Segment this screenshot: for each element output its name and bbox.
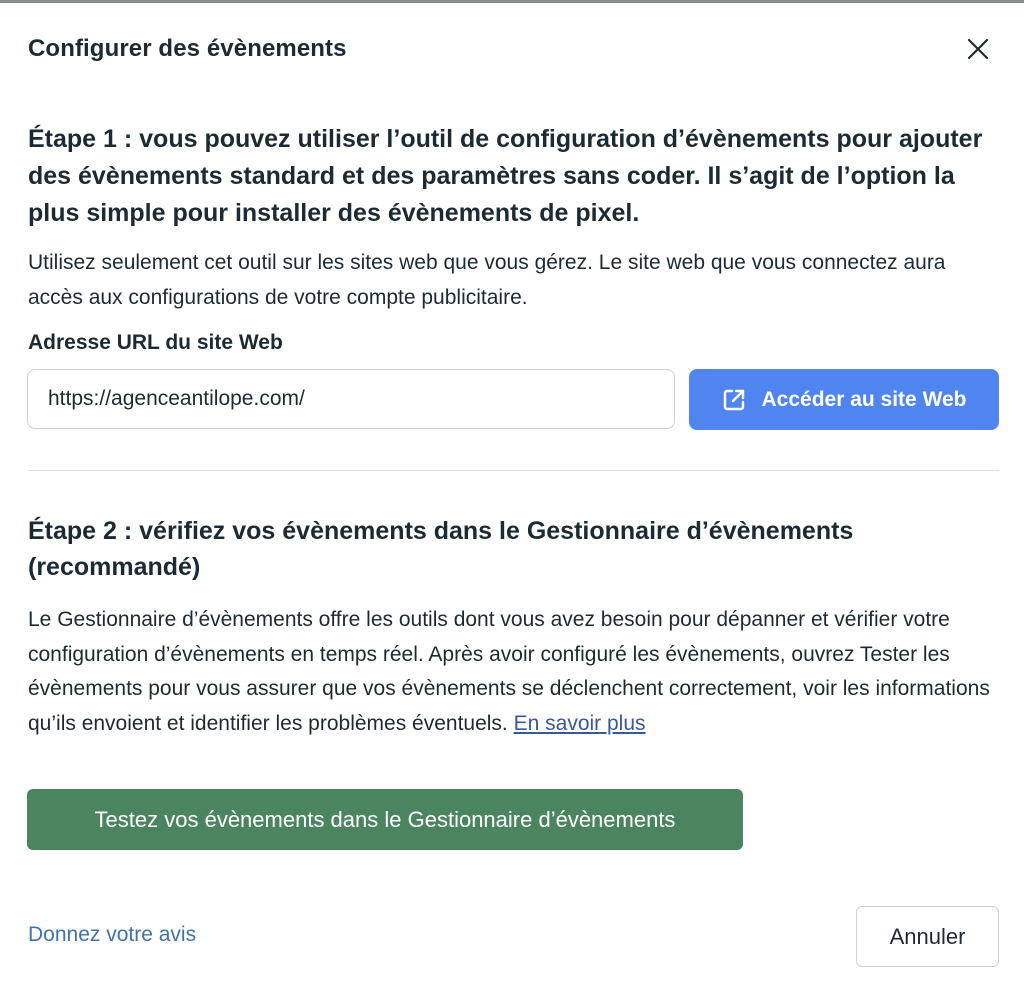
step2-description: [28, 603, 993, 741]
dialog-title: Configurer des évènements: [28, 35, 347, 62]
give-feedback-link[interactable]: Donnez votre avis: [28, 923, 197, 946]
external-link-icon: [721, 387, 747, 413]
test-events-button[interactable]: Testez vos évènements dans le Gestionnaire d’évènements: [27, 789, 743, 850]
website-url-input[interactable]: [27, 369, 675, 429]
learn-more-link[interactable]: En savoir plus: [513, 711, 646, 735]
step2-heading: Étape 2 : vérifiez vos évènements dans le Gestionnaire d’évènements (recommandé): [28, 517, 854, 581]
cancel-button[interactable]: Annuler: [856, 906, 999, 967]
section-divider: [28, 470, 999, 471]
url-field-label: Adresse URL du site Web: [28, 331, 283, 354]
visit-website-label: Accéder au site Web: [761, 387, 967, 411]
step1-description: Utilisez seulement cet outil sur les sites web que vous gérez. Le site web que vous connectez aura accès aux configurations de votre compte publicitaire.: [28, 251, 946, 309]
step2-description-text: Le Gestionnaire d’évènements offre les outils dont vous avez besoin pour dépanner et vérifier votre configuration d’évènements en temps réel. Après avoir configuré les évènements, ouvrez Tester les évènements pour vous assurer que vos évènements se déclenchent correctement, voir les informations qu’ils envoient et identifier les problèmes éventuels.: [28, 608, 990, 735]
step1-heading: Étape 1 : vous pouvez utiliser l’outil de configuration d’évènements pour ajouter des évènements standard et des paramètres sans coder. Il s’agit de l’option la plus simple pour installer des évènements de pixel.: [28, 125, 983, 227]
visit-website-button[interactable]: [689, 369, 999, 430]
close-icon[interactable]: [962, 33, 994, 65]
